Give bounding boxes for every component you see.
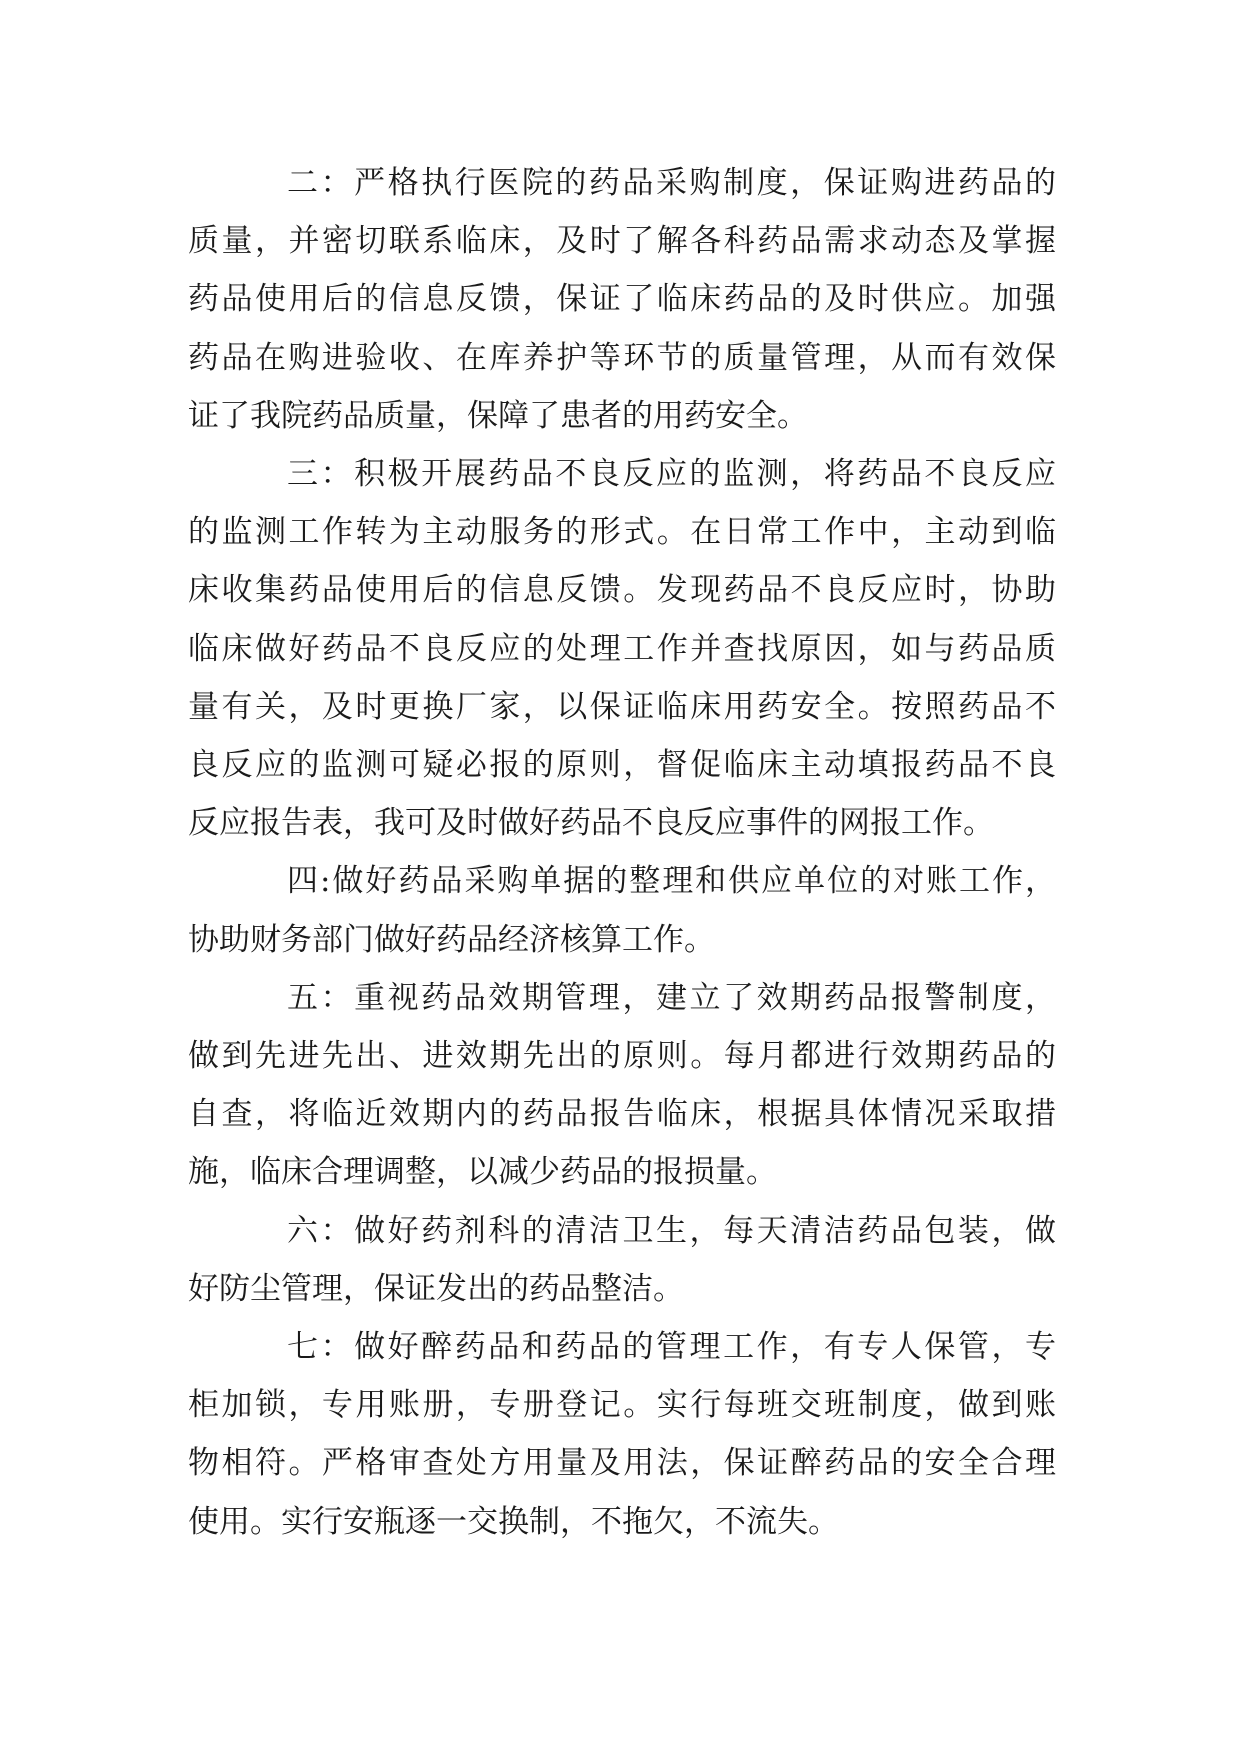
paragraph-line: 四:做好药品采购单据的整理和供应单位的对账工作， xyxy=(287,863,1056,900)
paragraph-line: 的监测工作转为主动服务的形式。在日常工作中，主动到临 xyxy=(188,514,1056,551)
paragraph-line: 六：做好药剂科的清洁卫生，每天清洁药品包装，做 xyxy=(287,1212,1056,1249)
paragraph-line: 协助财务部门做好药品经济核算工作。 xyxy=(188,921,715,958)
paragraph-line: 做到先进先出、进效期先出的原则。每月都进行效期药品的 xyxy=(188,1038,1056,1075)
paragraph-line: 良反应的监测可疑必报的原则，督促临床主动填报药品不良 xyxy=(188,747,1056,784)
paragraph-line: 七：做好醉药品和药品的管理工作，有专人保管，专 xyxy=(287,1329,1056,1366)
paragraph-line: 临床做好药品不良反应的处理工作并查找原因，如与药品质 xyxy=(188,630,1056,667)
paragraph-2 xyxy=(188,154,1056,445)
paragraph-line: 二：严格执行医院的药品采购制度，保证购进药品的 xyxy=(287,165,1056,201)
paragraph-line: 质量，并密切联系临床，及时了解各科药品需求动态及掌握 xyxy=(188,223,1056,260)
paragraph-7 xyxy=(188,1318,1056,1551)
paragraph-line: 自查，将临近效期内的药品报告临床，根据具体情况采取措 xyxy=(188,1096,1056,1133)
paragraph-line: 药品使用后的信息反馈，保证了临床药品的及时供应。加强 xyxy=(188,281,1056,318)
paragraph-line: 使用。实行安瓶逐一交换制，不拖欠，不流失。 xyxy=(188,1503,839,1540)
paragraph-line: 证了我院药品质量，保障了患者的用药安全。 xyxy=(188,397,808,434)
paragraph-line: 三：积极开展药品不良反应的监测，将药品不良反应 xyxy=(287,456,1056,493)
paragraph-line: 量有关，及时更换厂家，以保证临床用药安全。按照药品不 xyxy=(188,688,1056,725)
paragraph-5 xyxy=(188,969,1056,1202)
paragraph-line: 床收集药品使用后的信息反馈。发现药品不良反应时，协助 xyxy=(188,572,1056,609)
paragraph-3 xyxy=(188,445,1056,852)
document-body xyxy=(188,154,1056,1551)
paragraph-line: 柜加锁，专用账册，专册登记。实行每班交班制度，做到账 xyxy=(188,1387,1056,1424)
paragraph-line: 好防尘管理，保证发出的药品整洁。 xyxy=(188,1270,684,1307)
paragraph-line: 五：重视药品效期管理，建立了效期药品报警制度， xyxy=(287,979,1056,1016)
paragraph-4 xyxy=(188,852,1056,968)
paragraph-line: 反应报告表，我可及时做好药品不良反应事件的网报工作。 xyxy=(188,805,994,842)
paragraph-line: 施，临床合理调整，以减少药品的报损量。 xyxy=(188,1154,777,1191)
paragraph-line: 药品在购进验收、在库养护等环节的质量管理，从而有效保 xyxy=(188,339,1056,376)
paragraph-line: 物相符。严格审查处方用量及用法，保证醉药品的安全合理 xyxy=(188,1445,1056,1482)
paragraph-6 xyxy=(188,1202,1056,1318)
